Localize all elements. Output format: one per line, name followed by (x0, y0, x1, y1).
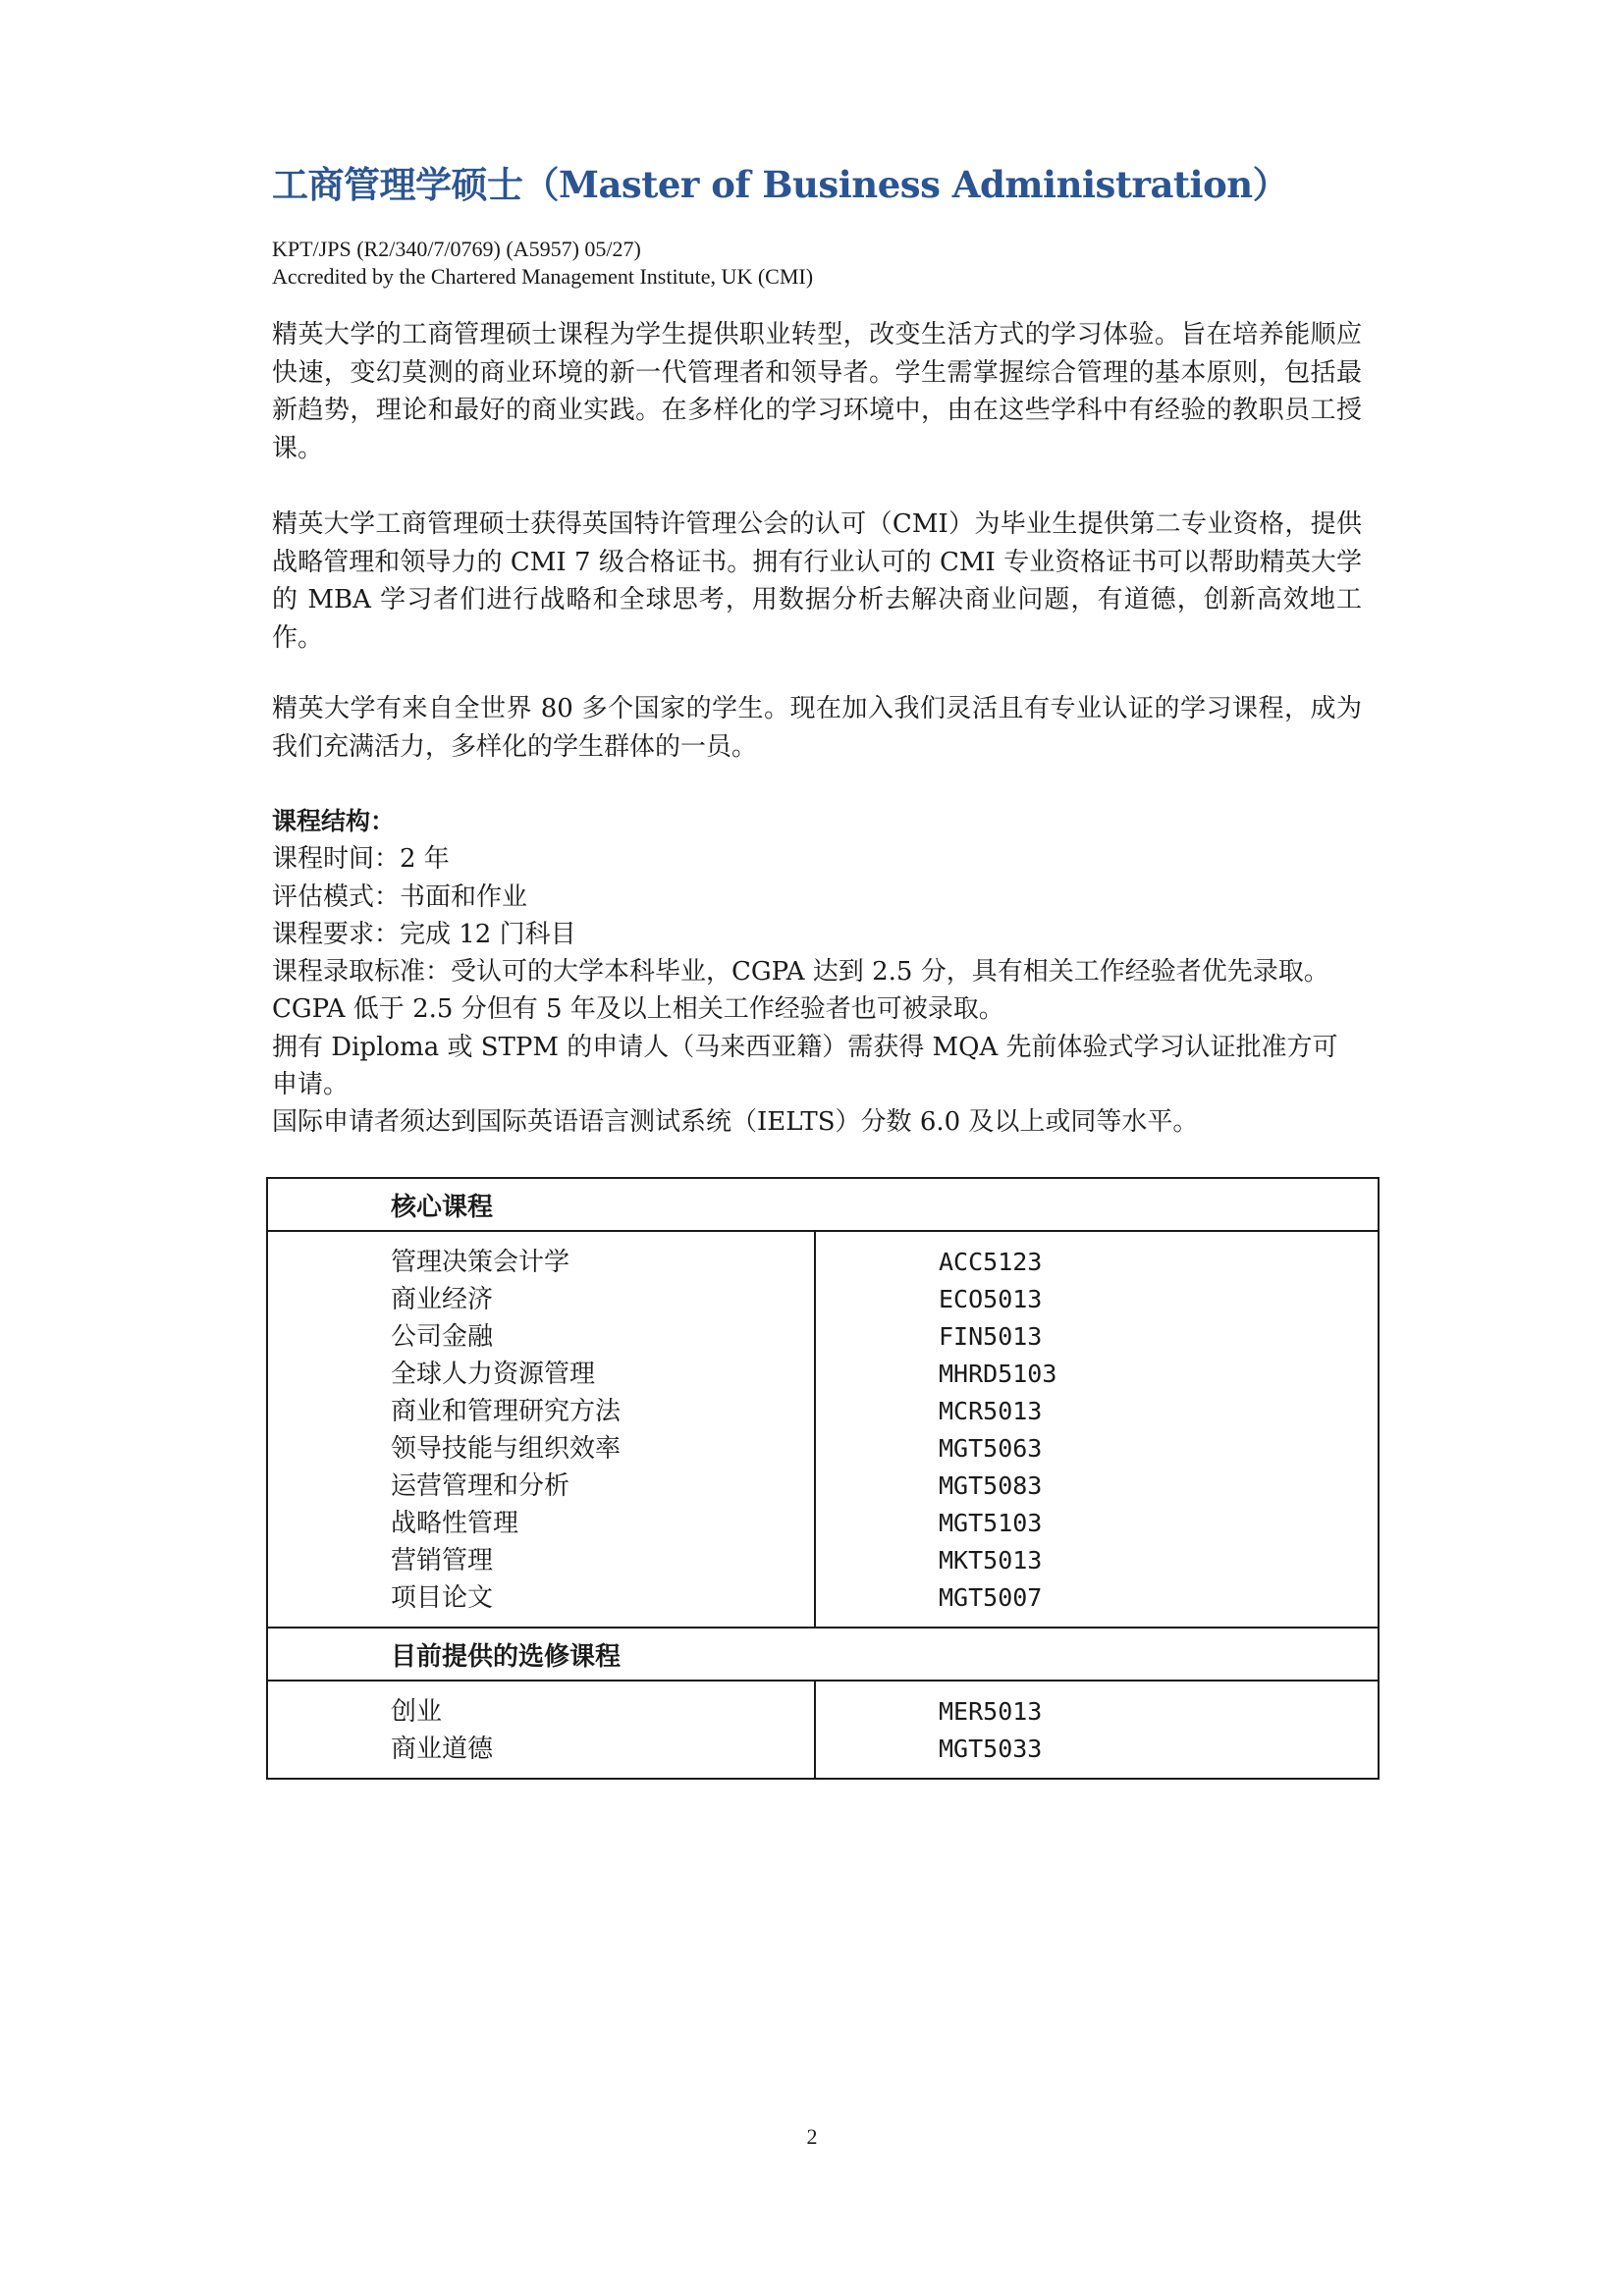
core-courses-body (267, 1231, 1379, 1628)
course-name: 公司金融 (391, 1322, 494, 1352)
courses-table (266, 1177, 1380, 1780)
course-structure (272, 803, 1362, 1142)
course-code: MCR5013 (939, 1397, 1043, 1425)
students-paragraph: 精英大学有来自全世界 80 多个国家的学生。现在加入我们灵活且有专业认证的学习课程，成为我们充满活力，多样化的学生群体的一员。 (272, 694, 1362, 762)
page-title: 工商管理学硕士（Master of Business Administration） (272, 163, 1289, 206)
course-code: MHRD5103 (939, 1360, 1057, 1388)
elective-courses-heading: 目前提供的选修课程 (267, 1628, 1379, 1681)
course-name: 全球人力资源管理 (391, 1360, 596, 1389)
course-name: 运营管理和分析 (391, 1471, 570, 1501)
elective-courses-body (267, 1681, 1379, 1779)
elective-course-names (267, 1681, 815, 1779)
intro-paragraph: 精英大学的工商管理硕士课程为学生提供职业转型，改变生活方式的学习体验。旨在培养能顺应快速，变幻莫测的商业环境的新一代管理者和领导者。学生需掌握综合管理的基本原则，包括最新趋势，理论和最好的商业实践。在多样化的学习环境中，由在这些学科中有经验的教职员工授课。 (272, 320, 1362, 463)
elective-courses-header (267, 1628, 1379, 1681)
course-name: 战略性管理 (391, 1509, 519, 1538)
course-name: 商业道德 (391, 1735, 494, 1764)
structure-diploma: 拥有 Diploma 或 STPM 的申请人（马来西亚籍）需获得 MQA 先前体验式学习认证批准方可申请。 (272, 1032, 1338, 1100)
registration-code: KPT/JPS (R2/340/7/0769) (A5957) 05/27) (272, 237, 641, 261)
accreditation-statement: Accredited by the Chartered Management Institute, UK (CMI) (272, 264, 814, 289)
accreditation-info (272, 236, 813, 291)
course-name: 管理决策会计学 (391, 1248, 570, 1277)
core-courses-heading: 核心课程 (267, 1178, 1379, 1231)
core-course-codes (815, 1231, 1379, 1628)
course-name: 创业 (391, 1697, 443, 1727)
structure-admission: 课程录取标准：受认可的大学本科毕业，CGPA 达到 2.5 分，具有相关工作经验者优先录取。CGPA 低于 2.5 分但有 5 年及以上相关工作经验者也可被录取。 (272, 957, 1329, 1025)
course-code: MGT5063 (939, 1434, 1043, 1463)
course-code: MGT5083 (939, 1471, 1043, 1500)
course-code: MER5013 (939, 1697, 1043, 1726)
structure-heading: 课程结构： (272, 807, 396, 835)
course-code: MGT5033 (939, 1735, 1043, 1763)
page-number: 2 (806, 2124, 818, 2149)
course-name: 项目论文 (391, 1583, 494, 1613)
course-name: 商业经济 (391, 1285, 494, 1314)
course-code: MGT5103 (939, 1509, 1043, 1537)
course-name: 领导技能与组织效率 (391, 1434, 622, 1464)
structure-duration: 课程时间：2 年 (272, 844, 450, 875)
core-course-names (267, 1231, 815, 1628)
core-courses-header (267, 1178, 1379, 1231)
course-code: ECO5013 (939, 1285, 1043, 1313)
course-code: MGT5007 (939, 1583, 1043, 1612)
course-name: 商业和管理研究方法 (391, 1397, 622, 1426)
structure-requirement: 课程要求：完成 12 门科目 (272, 919, 576, 949)
course-code: MKT5013 (939, 1546, 1043, 1575)
elective-course-codes (815, 1681, 1379, 1779)
course-name: 营销管理 (391, 1546, 494, 1575)
course-code: FIN5013 (939, 1322, 1043, 1351)
course-code: ACC5123 (939, 1248, 1043, 1276)
cmi-paragraph: 精英大学工商管理硕士获得英国特许管理公会的认可（CMI）为毕业生提供第二专业资格，提供战略管理和领导力的 CMI 7 级合格证书。拥有行业认可的 CMI 专业资格证书可以帮助精英大学的 MBA 学习者们进行战略和全球思考，用数据分析去解决商业问题，有道德，创新高效地工作。 (272, 509, 1362, 653)
structure-ielts: 国际申请者须达到国际英语语言测试系统（IELTS）分数 6.0 及以上或同等水平。 (272, 1107, 1199, 1138)
structure-assessment: 评估模式：书面和作业 (272, 881, 528, 912)
